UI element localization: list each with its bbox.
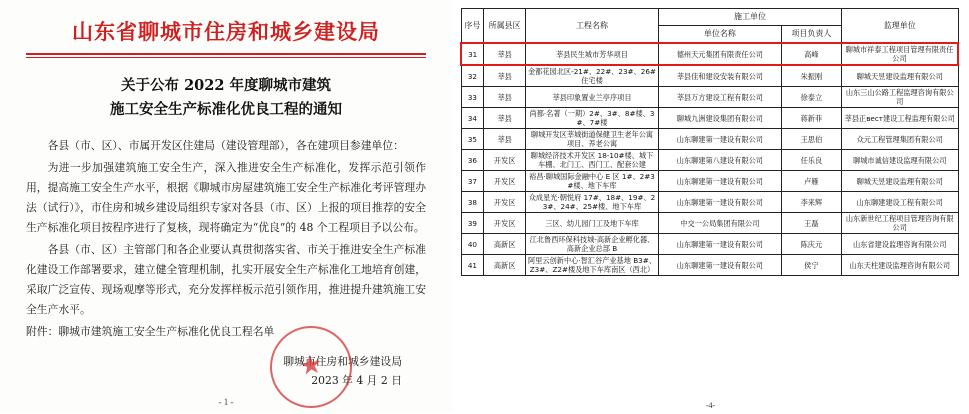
cell-no: 41 [461,255,484,276]
cell-supervision: 山东省建设监理咨询有限公司 [842,234,959,255]
header-responsible: 项目负责人 [781,26,841,44]
table-row [461,234,958,255]
cell-unit: 山东聊建第一建设有限公司 [659,171,782,192]
cell-area: 莘县 [484,108,526,129]
cell-person: 李来辉 [781,192,841,213]
cell-unit: 莘县佳和建设安装有限公司 [659,65,782,87]
table-row [461,108,958,129]
header-construction-group: 施工单位 [659,9,842,26]
cell-area: 莘县 [484,65,526,87]
cell-person: 徐泰立 [781,87,841,108]
cell-person: 陈庆元 [781,234,841,255]
cell-project: 三区、幼儿园门工及地下车库 [525,213,658,234]
cell-no: 33 [461,87,484,108]
cell-project: 尚都·名著（一期）2#、3#、8#楼、3#、7#楼 [525,108,658,129]
cell-project: 金都花园北区-21#、22#、23#、26#住宅楼 [525,65,658,87]
header-area: 所属县区 [484,9,526,44]
cell-supervision: 山东天柱建设监理咨询有限公司 [842,255,959,276]
cell-no: 35 [461,129,484,150]
header-no: 序号 [461,9,484,44]
body-paragraph-1: 各县（市、区）、市属开发区住建局（建设管理部），各在建项目参建单位： [47,138,404,152]
cell-no: 37 [461,171,484,192]
cell-supervision: 山东聊建建设工程有限公司 [842,192,959,213]
notice-page-left [0,0,452,413]
cell-supervision: 聊城市诚信建设监理有限公司 [842,150,959,171]
cell-unit: 山东聊建第一建设有限公司 [659,234,782,255]
cell-person: 蒋新菲 [781,108,841,129]
cell-project: 莘县民生城市芳华项目 [525,43,658,65]
cell-project: 众成星光·朝悦府 17#、18#、19#、23#、24#、25#楼、地下车库 [525,192,658,213]
cell-area: 莘县 [484,43,526,65]
body-paragraph-2: 为进一步加强建筑施工安全生产，深入推进安全生产标准化，发挥示范引领作用，提高施工安全生产水平，根据《聊城市房屋建筑施工安全生产标准化考评管理办法（试行）》，市住房和城乡建设局组织专家对各县（市、区）上报的项目推荐的安全生产标准化项目按程序进行了复核，现将确定为“优良”的 48 个工程项目予以公布。 [26,160,426,234]
page-title-line1: 关于公布 2022 年度聊城市建筑 [121,77,331,94]
cell-project: 阿里云创新中心·智汇谷产业基地 B3#、Z3#、Z2#楼及地下车库南区（西北） [525,255,658,276]
cell-no: 34 [461,108,484,129]
right-page-number: -4- [705,401,716,410]
cell-supervision: 聊城天昱建设监理有限公司 [842,171,959,192]
table-row [461,255,958,276]
cell-unit: 山东聊建第一建设有限公司 [659,255,782,276]
header-supervision: 监理单位 [842,9,959,44]
page-title [26,74,426,122]
cell-person: 朱振刚 [781,65,841,87]
cell-unit: 山东聊建第一建设有限公司 [659,192,782,213]
cell-area: 开发区 [484,192,526,213]
cell-no: 32 [461,65,484,87]
header-red-rule-thin [26,57,426,58]
header-unit-name: 单位名称 [659,26,782,44]
table-row [461,43,958,65]
signature-block [26,352,426,391]
cell-area: 开发区 [484,150,526,171]
cell-no: 38 [461,192,484,213]
cell-person: 任乐良 [781,150,841,171]
signature-organization: 聊城市住房和城乡建设局 [283,354,402,368]
cell-no: 36 [461,150,484,171]
signature-date: 2023 年 4 月 2 日 [311,373,402,387]
table-row [461,192,958,213]
issuing-organization-header: 山东省聊城市住房和城乡建设局 [72,19,380,44]
cell-project: 江北鲁西环保科技城-高新企业孵化器、高新企业总部 B [525,234,658,255]
table-header-row-1 [461,9,958,26]
left-page-number: - 1 - [218,397,234,407]
cell-unit: 聊城九洲建设集团有限公司 [659,108,782,129]
cell-area: 高新区 [484,234,526,255]
cell-area: 开发区 [484,213,526,234]
cell-unit: 莘县万方建设工程有限公司 [659,87,782,108]
cell-supervision: 众元工程管理集团有限公司 [842,129,959,150]
projects-table [460,8,959,276]
notice-body [26,136,426,342]
cell-supervision: 莘县正вест建设工程监理有限公司 [842,108,959,129]
attachment-page-right [452,0,969,413]
cell-no: 39 [461,213,484,234]
cell-unit: 德州天元集团有限责任公司 [659,43,782,65]
cell-project: 聊城经济技术开发区 18-10#楼、城下车棚、北门工、西门工、配套公建 [525,150,658,171]
table-row [461,65,958,87]
header-project: 工程名称 [525,9,658,44]
page-title-line2: 施工安全生产标准化优良工程的通知 [110,100,342,118]
cell-supervision: 山东三山公路工程监理咨询有限公司 [842,87,959,108]
cell-person: 高峰 [781,43,841,65]
header-red-rule [26,53,426,55]
attachment-line: 附件：聊城市建筑施工安全生产标准化优良工程名单 [26,324,275,338]
cell-supervision: 聊城天昱建设监理有限公司 [842,65,959,87]
cell-supervision: 山东新世纪工程项目管理咨询有限公司 [842,213,959,234]
cell-area: 莘县 [484,87,526,108]
cell-supervision: 聊城市祥泰工程项目管理有限责任公司 [842,43,959,65]
table-row [461,87,958,108]
cell-project: 莘县印象置业兰亭序项目 [525,87,658,108]
cell-project: 聊城开发区莘城街道保健卫生老年公寓项目、养老公寓 [525,129,658,150]
table-row [461,213,958,234]
cell-area: 开发区 [484,171,526,192]
cell-unit: 中交一公局集团有限公司 [659,213,782,234]
cell-project: 裕昌·聊城国际金融中心 E 区 1#、2#3#楼、地下车库 [525,171,658,192]
table-row [461,150,958,171]
cell-person: 侯宁 [781,255,841,276]
cell-no: 40 [461,234,484,255]
body-paragraph-3: 各县（市、区）主管部门和各企业要认真贯彻落实省、市关于推进安全生产标准化建设工作部署要求，建立健全管理机制，扎实开展安全生产标准化工地培育创建，采取广泛宣传、现场观摩等形式，充分发挥样板示范引领作用，推进提升建筑施工安全生产水平。 [26,242,426,316]
cell-unit: 山东聊建第一建设有限公司 [659,129,782,150]
cell-person: 卢雁 [781,171,841,192]
cell-area: 高新区 [484,255,526,276]
cell-person: 王磊 [781,213,841,234]
table-row [461,171,958,192]
cell-unit: 山东聊建第八建设有限公司 [659,150,782,171]
cell-no: 31 [461,43,484,65]
cell-person: 王思伯 [781,129,841,150]
cell-area: 莘县 [484,129,526,150]
projects-table-body [461,43,958,276]
table-row [461,129,958,150]
